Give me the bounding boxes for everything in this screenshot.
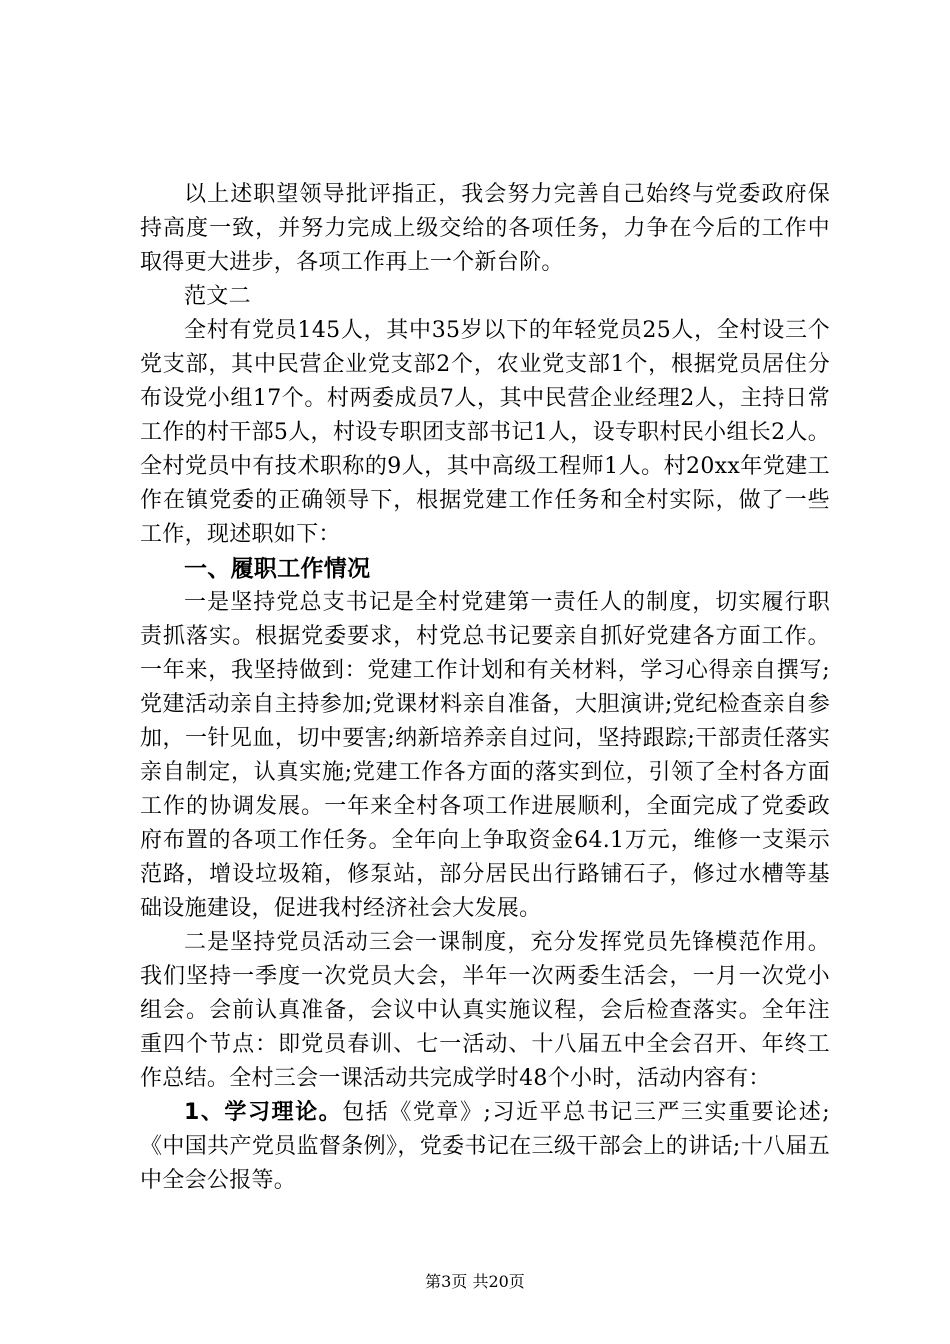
page-footer: 第3页 共20页 [425,1272,525,1291]
point-one-paragraph: 一是坚持党总支书记是全村党建第一责任人的制度，切实履行职责抓落实。根据党委要求，村党总书记要亲自抓好党建各方面工作。一年来，我坚持做到：党建工作计划和有关材料，学习心得亲自撰写;党建活动亲自主持参加;党课材料亲自准备，大胆演讲;党纪检查亲自参加，一针见血，切中要害;纳新培养亲自过问，坚持跟踪;干部责任落实亲自制定，认真实施;党建工作各方面的落实到位，引领了全村各方面工作的协调发展。一年来全村各项工作进展顺利，全面完成了党委政府布置的各项工作任务。全年向上争取资金64.1万元，维修一支渠示范路，增设垃圾箱，修泵站，部分居民出行路铺石子，修过水槽等基础设施建设，促进我村经济社会大发展。 [140,590,830,921]
closing-paragraph: 以上述职望领导批评指正，我会努力完善自己始终与党委政府保持高度一致，并努力完成上级交给的各项任务，力争在今后的工作中取得更大进步，各项工作再上一个新台阶。 [140,182,830,275]
intro-paragraph: 全村有党员145人，其中35岁以下的年轻党员25人，全村设三个党支部，其中民营企业党支部2个，农业党支部1个，根据党员居住分布设党小组17个。村两委成员7人，其中民营企业经理2人，主持日常工作的村干部5人，村设专职团支部书记1人，设专职村民小组长2人。全村党员中有技术职称的9人，其中高级工程师1人。村20xx年党建工作在镇党委的正确领导下，根据党建工作任务和全村实际，做了一些工作，现述职如下： [140,318,830,547]
item-one-text: 包括《党章》;习近平总书记三严三实重要论述;《中国共产党员监督条例》，党委书记在三级干部会上的讲话;十八届五中全会公报等。 [140,1100,830,1193]
item-one-heading: 1、学习理论。 [184,1100,343,1125]
item-one-paragraph [140,1096,830,1198]
document-body [140,178,830,1198]
sample-label: 范文二 [184,284,251,309]
point-two-paragraph: 二是坚持党员活动三会一课制度，充分发挥党员先锋模范作用。我们坚持一季度一次党员大会，半年一次两委生活会，一月一次党小组会。会前认真准备，会议中认真实施议程，会后检查落实。全年注重四个节点：即党员春训、七一活动、十八届五中全会召开、年终工作总结。全村三会一课活动共完成学时48个小时，活动内容有： [140,930,830,1091]
section-heading: 一、履职工作情况 [184,556,371,582]
